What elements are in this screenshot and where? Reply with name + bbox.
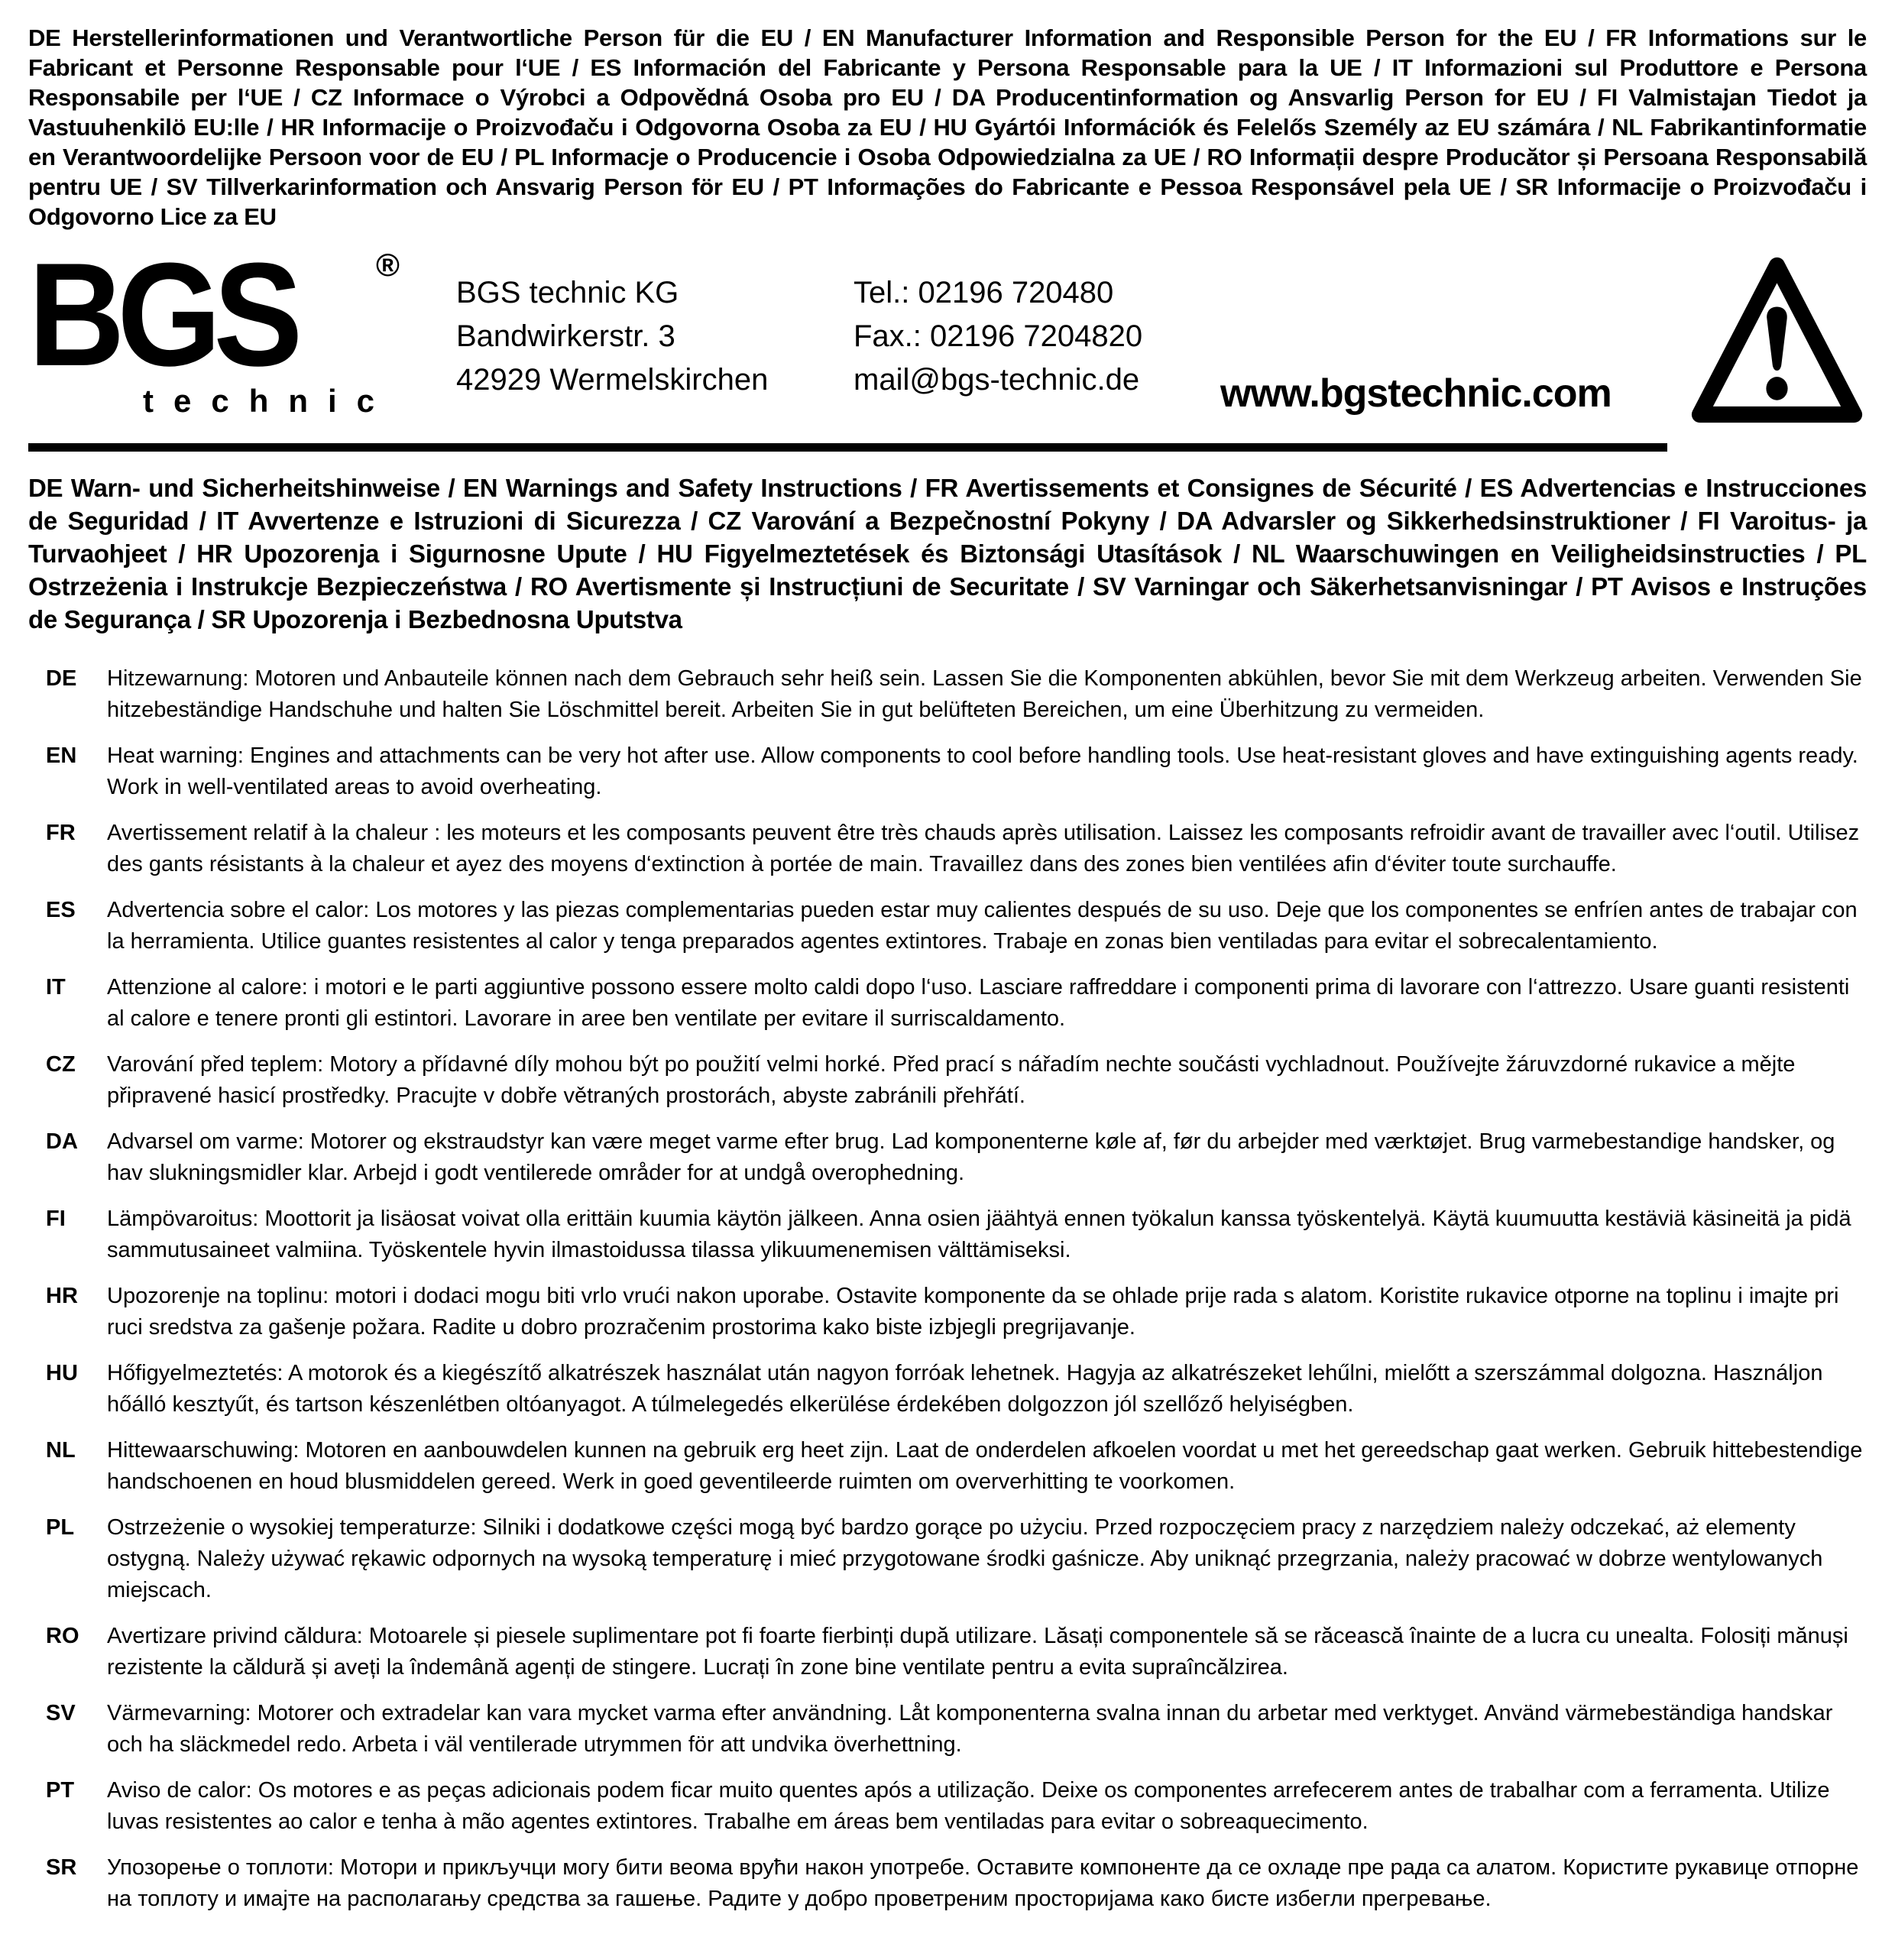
- language-code: PL: [46, 1515, 75, 1540]
- language-code: IT: [46, 975, 66, 999]
- language-code: DA: [46, 1129, 78, 1154]
- warning-text: Hitzewarnung: Motoren und Anbauteile können nach dem Gebrauch sehr heiß sein. Lassen Sie die Komponenten abkühlen, bevor Sie mit dem Werkzeug arbeiten. Verwenden Sie hitzebeständige Handschuhe und halten Sie Löschmittel bereit. Arbeiten Sie in gut belüfteten Bereichen, um eine Überhitzung zu vermeiden.: [107, 666, 1862, 722]
- manufacturer-info-heading: DE Herstellerinformationen und Verantwortliche Person für die EU / EN Manufacturer Information and Responsible Person for the EU / FR Informations sur le Fabricant et Personne Responsable pour l‘UE / ES Información del Fabricante y Persona Responsable para la UE / IT Informazioni sul Produttore e Persona Responsabile per l‘UE / CZ Informace o Výrobci a Odpovědná Osoba pro EU / DA Producentinformation og Ansvarlig Person for EU / FI Valmistajan Tiedot ja Vastuuhenkilö EU:lle / HR Informacije o Proizvođaču i Odgovorna Osoba za EU / HU Gyártói Információk és Felelős Személy az EU számára / NL Fabrikantinformatie en Verantwoordelijke Persoon voor de EU / PL Informacje o Producencie i Osoba Odpowiedzialna za UE / RO Informații despre Producător și Persoana Responsabilă pentru UE / SV Tillverkarinformation och Ansvarig Person för EU / PT Informações do Fabricante e Pessoa Responsável pela UE / SR Informacije o Proizvođaču i Odgovorno Lice za EU: [28, 24, 1867, 230]
- language-code: SR: [46, 1855, 77, 1880]
- warning-triangle-icon: [1687, 253, 1867, 436]
- warning-text: Advarsel om varme: Motorer og ekstraudstyr kan være meget varme efter brug. Lad komponenterne køle af, før du arbejder med værktøjet. Brug varmebestandige handsker, og hav slukningsmidler klar. Arbejd i godt ventilerede områder for at undgå overophedning.: [107, 1129, 1835, 1185]
- language-code: HU: [46, 1361, 78, 1385]
- company-address-block: [456, 271, 785, 402]
- warning-text: Ostrzeżenie o wysokiej temperaturze: Silniki i dodatkowe części mogą być bardzo gorące po użyciu. Przed rozpoczęciem pracy z narzędziem należy odczekać, aż elementy ostygną. Należy używać rękawic odpornych na wysoką temperaturę i mieć przygotowane środki gaśnicze. Aby uniknąć przegrzania, należy pracować w dobrze wentylowanych miejscach.: [107, 1515, 1823, 1602]
- warning-text: Advertencia sobre el calor: Los motores y las piezas complementarias pueden estar muy calientes después de su uso. Deje que los componentes se enfríen antes de trabajar con la herramienta. Utilice guantes resistentes al calor y tenga preparados agentes extintores. Trabaje en zonas bien ventiladas para evitar el sobrecalentamiento.: [107, 898, 1858, 954]
- warning-text: Hittewaarschuwing: Motoren en aanbouwdelen kunnen na gebruik erg heet zijn. Laat de onderdelen afkoelen voordat u met het gereedschap gaat werken. Gebruik hittebestendige handschoenen en houd blusmiddelen gereed. Werk in goed geventileerde ruimten om oververhitting te voorkomen.: [107, 1438, 1863, 1494]
- language-code: PT: [46, 1778, 75, 1803]
- bgs-logo: [28, 233, 456, 420]
- warning-text: Varování před teplem: Motory a přídavné díly mohou být po použití velmi horké. Před prací s nářadím nechte součásti vychladnout. Používejte žáruvzdorné rukavice a mějte připravené hasicí prostředky. Pracujte v dobře větraných prostorách, abyste zabránili přehřátí.: [107, 1052, 1796, 1108]
- company-city: 42929 Wermelskirchen: [456, 363, 769, 397]
- warning-item-de: [46, 663, 1867, 726]
- warning-text: Avertissement relatif à la chaleur : les moteurs et les composants peuvent être très chauds après utilisation. Laissez les composants refroidir avant de travailler avec l‘outil. Utilisez des gants résistants à la chaleur et ayez des moyens d‘extinction à portée de main. Travaillez dans des zones bien ventilées afin d‘éviter toute surchauffe.: [107, 821, 1860, 876]
- warning-text: Lämpövaroitus: Moottorit ja lisäosat voivat olla erittäin kuumia käytön jälkeen. Anna osien jäähtyä ennen työkalun kanssa työskentelyä. Käytä kuumuutta kestäviä käsineitä ja pidä sammutusaineet valmiina. Työskentele hyvin ilmastoidussa tilassa ylikuumenemisen välttämiseksi.: [107, 1207, 1851, 1262]
- language-code: FI: [46, 1207, 66, 1231]
- warnings-heading: DE Warn- und Sicherheitshinweise / EN Warnings and Safety Instructions / FR Avertissements et Consignes de Sécurité / ES Advertencias e Instrucciones de Seguridad / IT Avvertenze e Istruzioni di Sicurezza / CZ Varování a Bezpečnostní Pokyny / DA Advarsler og Sikkerhedsinstruktioner / FI Varoitus- ja Turvaohjeet / HR Upozorenja i Sigurnosne Upute / HU Figyelmeztetések és Biztonsági Utasítások / NL Waarschuwingen en Veiligheidsinstructies / PL Ostrzeżenia i Instrukcje Bezpieczeństwa / RO Avertismente și Instrucțiuni de Securitate / SV Varningar och Säkerhetsanvisningar / PT Avisos e Instruções de Segurança / SR Upozorenja i Bezbednosna Uputstva: [28, 474, 1867, 633]
- warning-text: Avertizare privind căldura: Motoarele și piesele suplimentare pot fi foarte fierbinți după utilizare. Lăsați componentele să se răcească înainte de a lucra cu unealta. Folosiți mănuși rezistente la căldură și aveți la îndemână agenți de stingere. Lucrați în zone bine ventilate pentru a evita supraîncălzirea.: [107, 1624, 1848, 1680]
- warning-item-sv: [46, 1698, 1867, 1761]
- company-email: mail@bgs-technic.de: [854, 363, 1140, 397]
- warning-item-fr: [46, 818, 1867, 880]
- warning-item-da: [46, 1126, 1867, 1189]
- warning-text: Attenzione al calore: i motori e le parti aggiuntive possono essere molto caldi dopo l‘uso. Lasciare raffreddare i componenti prima di lavorare con l‘attrezzo. Usare guanti resistenti al calore e tenere pronti gli estintori. Lavorare in aree ben ventilate per evitare il surriscaldamento.: [107, 975, 1850, 1031]
- horizontal-divider: [28, 443, 1667, 452]
- warning-item-hr: [46, 1281, 1867, 1343]
- warning-text: Heat warning: Engines and attachments can be very hot after use. Allow components to cool before handling tools. Use heat-resistant gloves and have extinguishing agents ready. Work in well-ventilated areas to avoid overheating.: [107, 744, 1858, 799]
- warning-item-sr: [46, 1852, 1867, 1915]
- warning-item-en: [46, 740, 1867, 803]
- language-code: FR: [46, 821, 76, 845]
- language-code: HR: [46, 1284, 78, 1308]
- language-code: ES: [46, 898, 76, 922]
- warning-text: Упозорење о топлоти: Мотори и прикључци могу бити веома врући након употребе. Оставите компоненте да се охладе пре рада са алатом. Користите рукавице отпорне на топлоту и имајте на располагању средства за гашење. Радите у добро проветреним просторијама како бисте избегли прегревање.: [107, 1855, 1859, 1911]
- company-name: BGS technic KG: [456, 276, 679, 309]
- company-phone: Tel.: 02196 720480: [854, 276, 1114, 309]
- warning-text: Upozorenje na toplinu: motori i dodaci mogu biti vrlo vrući nakon uporabe. Ostavite komponente da se ohlade prije rada s alatom. Koristite rukavice otporne na toplinu i imajte pri ruci sredstva za gašenje požara. Radite u dobro prozračenim prostorima kako biste izbjegli pregrijavanje.: [107, 1284, 1839, 1340]
- warning-item-nl: [46, 1435, 1867, 1498]
- warning-item-hu: [46, 1358, 1867, 1421]
- warning-item-pl: [46, 1512, 1867, 1606]
- language-code: RO: [46, 1624, 79, 1648]
- company-contact-block: [854, 271, 1174, 402]
- warning-item-it: [46, 972, 1867, 1035]
- language-code: EN: [46, 744, 77, 768]
- bgs-logo-text: BGS: [28, 233, 296, 397]
- warning-text: Hőfigyelmeztetés: A motorok és a kiegészítő alkatrészek használat után nagyon forróak lehetnek. Hagyja az alkatrészeket lehűlni, mielőtt a szerszámmal dolgozna. Használjon hőálló kesztyűt, és tartson készenlétben oltóanyagot. A túlmelegedés elkerülése érdekében dolgozzon jól szellőző helyiségben.: [107, 1361, 1823, 1417]
- bgs-logo-subtext: technic: [143, 383, 395, 419]
- warning-item-es: [46, 895, 1867, 957]
- company-street: Bandwirkerstr. 3: [456, 319, 675, 353]
- brand-row: [28, 233, 1867, 428]
- company-fax: Fax.: 02196 7204820: [854, 319, 1143, 353]
- warning-text: Aviso de calor: Os motores e as peças adicionais podem ficar muito quentes após a utilização. Deixe os componentes arrefecerem antes de trabalhar com a ferramenta. Utilize luvas resistentes ao calor e tenha à mão agentes extintores. Trabalhe em áreas bem ventiladas para evitar o sobreaquecimento.: [107, 1778, 1830, 1834]
- company-website: www.bgstechnic.com: [1220, 371, 1612, 416]
- language-code: CZ: [46, 1052, 76, 1077]
- language-code: NL: [46, 1438, 76, 1463]
- warning-item-ro: [46, 1621, 1867, 1683]
- language-code: DE: [46, 666, 77, 691]
- warning-item-cz: [46, 1049, 1867, 1112]
- warning-item-fi: [46, 1204, 1867, 1266]
- warnings-list: [28, 663, 1867, 1915]
- warning-item-pt: [46, 1775, 1867, 1838]
- warning-text: Värmevarning: Motorer och extradelar kan vara mycket varma efter användning. Låt komponenterna svalna innan du arbetar med verktyget. Använd värmebeständiga handskar och ha släckmedel redo. Arbeta i väl ventilerade utrymmen för att undvika överhettning.: [107, 1701, 1833, 1757]
- language-code: SV: [46, 1701, 76, 1725]
- registered-trademark-icon: ®: [376, 247, 400, 283]
